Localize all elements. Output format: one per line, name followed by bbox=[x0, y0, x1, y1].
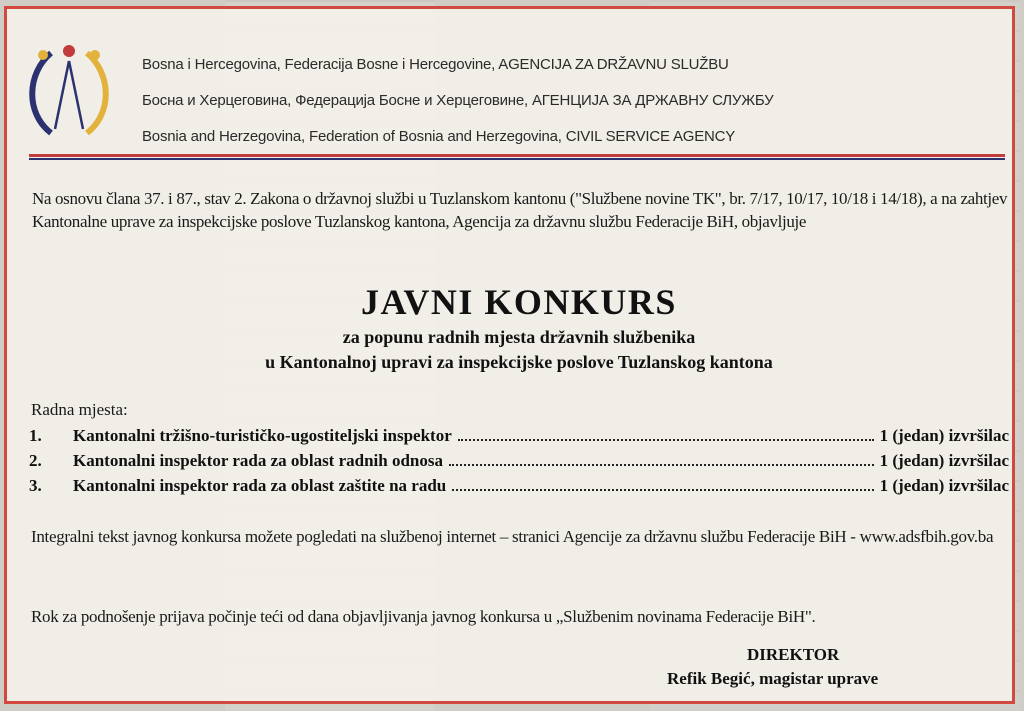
signature-role: DIREKTOR bbox=[747, 645, 840, 664]
position-count: 1 (jedan) izvršilac bbox=[879, 426, 1009, 445]
agency-logo-icon bbox=[21, 33, 117, 143]
position-row bbox=[29, 475, 1009, 499]
header-line-serbian: Босна и Херцеговина, Федерација Босне и Херцеговине, АГЕНЦИЈА ЗА ДРЖАВНУ СЛУЖБУ bbox=[142, 92, 774, 109]
positions-label: Radna mjesta: bbox=[31, 400, 128, 419]
dot-leader bbox=[449, 450, 874, 466]
signature-name: Refik Begić, magistar uprave bbox=[667, 669, 879, 688]
position-number: 1. bbox=[29, 426, 42, 445]
position-count: 1 (jedan) izvršilac bbox=[879, 476, 1009, 495]
position-name: Kantonalni inspektor rada za oblast zaštite na radu bbox=[73, 476, 447, 495]
notice-subtitle-1: za popunu radnih mjesta državnih službenika bbox=[342, 327, 696, 347]
position-number: 2. bbox=[29, 451, 42, 470]
position-count: 1 (jedan) izvršilac bbox=[879, 451, 1009, 470]
integral-text-paragraph: Integralni tekst javnog konkursa možete pogledati na službenoj internet – stranici Agencije za državnu službu Federacije BiH - www.adsfbih.gov.ba bbox=[31, 527, 994, 546]
public-notice-ad bbox=[4, 6, 1015, 704]
header-line-bosnian: Bosna i Hercegovina, Federacija Bosne i Hercegovine, AGENCIJA ZA DRŽAVNU SLUŽBU bbox=[142, 56, 729, 73]
agency-header bbox=[142, 55, 773, 163]
position-name: Kantonalni tržišno-turističko-ugostiteljski inspektor bbox=[73, 426, 452, 445]
header-divider-blue bbox=[29, 158, 1005, 160]
position-row bbox=[29, 450, 1009, 474]
position-row bbox=[29, 425, 1009, 449]
header-divider-red bbox=[29, 154, 1005, 157]
notice-subtitle-2: u Kantonalnoj upravi za inspekcijske poslove Tuzlanskog kantona bbox=[265, 352, 773, 372]
intro-paragraph: Na osnovu člana 37. i 87., stav 2. Zakona o državnoj službi u Tuzlanskom kantonu ("Službene novine TK", br. 7/17, 10/17, 10/18 i 14/18), a na zahtjev Kantonalne uprave za inspekcijske poslove Tuzlanskog kantona, Agencija za državnu službu Federacije BiH, objavljuje bbox=[32, 189, 1008, 231]
dot-leader bbox=[458, 425, 874, 441]
header-line-english: Bosnia and Herzegovina, Federation of Bosnia and Herzegovina, CIVIL SERVICE AGENCY bbox=[142, 128, 736, 145]
dot-leader bbox=[452, 475, 873, 491]
deadline-paragraph: Rok za podnošenje prijava počinje teći od dana objavljivanja javnog konkursa u „Službenim novinama Federacije BiH". bbox=[31, 607, 816, 626]
notice-title: JAVNI KONKURS bbox=[361, 282, 677, 322]
position-number: 3. bbox=[29, 476, 42, 495]
position-name: Kantonalni inspektor rada za oblast radnih odnosa bbox=[73, 451, 443, 470]
